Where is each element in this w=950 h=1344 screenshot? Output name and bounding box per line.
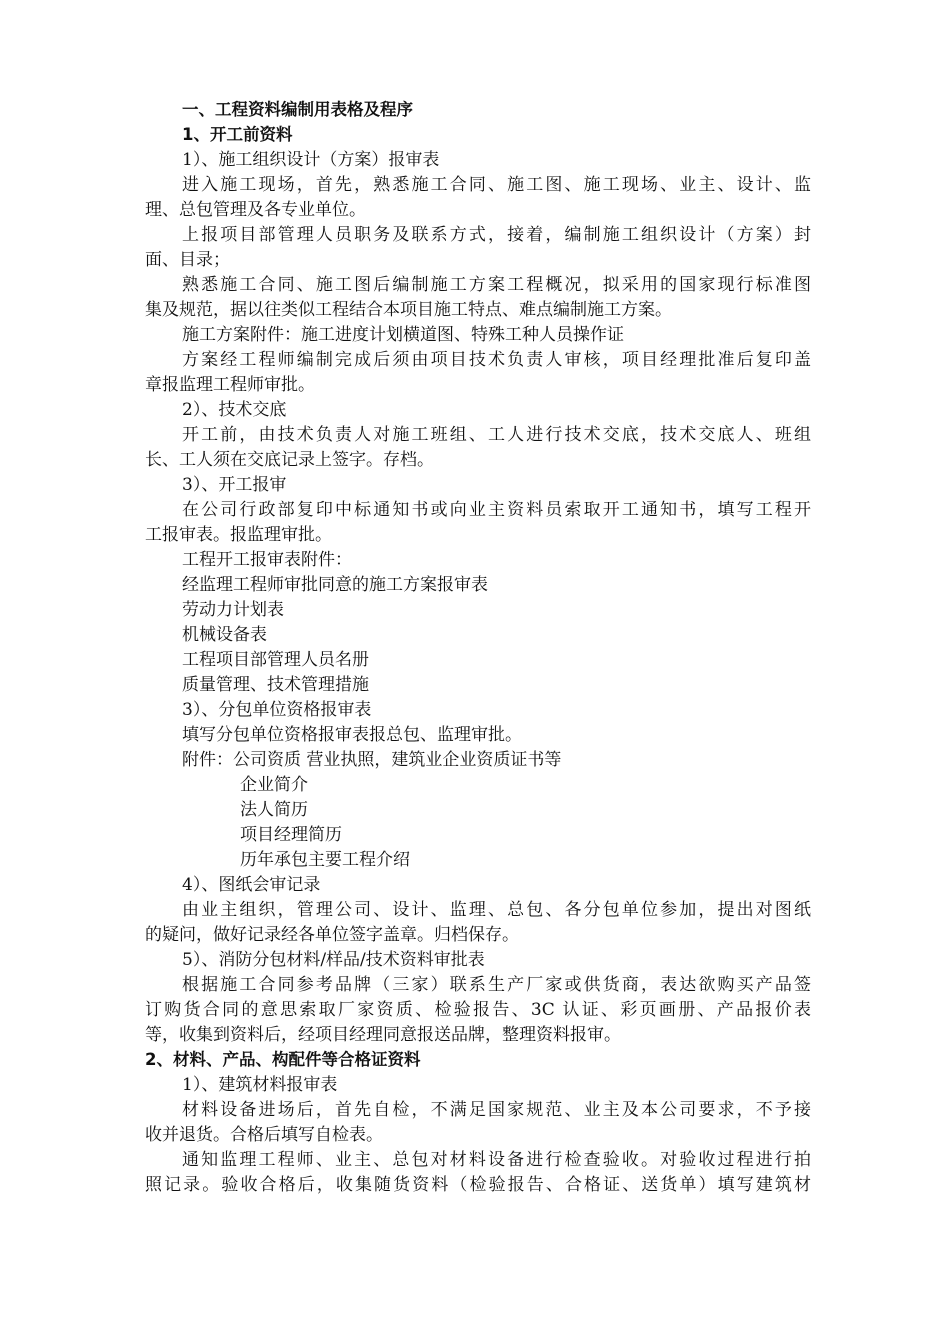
item-heading: 3）、分包单位资格报审表 bbox=[182, 700, 372, 720]
paragraph-line: 理、总包管理及各专业单位。 bbox=[145, 200, 366, 220]
subsection-heading: 1、开工前资料 bbox=[182, 125, 293, 144]
paragraph-line: 熟悉施工合同、施工图后编制施工方案工程概况，拟采用的国家现行标准图 bbox=[182, 275, 811, 295]
item-heading: 4）、图纸会审记录 bbox=[182, 875, 321, 895]
paragraph-line: 进入施工现场，首先，熟悉施工合同、施工图、施工现场、业主、设计、监 bbox=[182, 175, 811, 195]
item-heading: 1）、建筑材料报审表 bbox=[182, 1075, 338, 1095]
paragraph-line: 等，收集到资料后，经项目经理同意报送品牌，整理资料报审。 bbox=[145, 1025, 621, 1045]
list-item: 项目经理简历 bbox=[240, 825, 342, 845]
list-item: 企业简介 bbox=[240, 775, 308, 795]
paragraph-line: 照记录。验收合格后，收集随货资料（检验报告、合格证、送货单）填写建筑材 bbox=[145, 1175, 811, 1195]
paragraph-line: 收并退货。合格后填写自检表。 bbox=[145, 1125, 383, 1145]
item-heading: 3）、开工报审 bbox=[182, 475, 287, 495]
paragraph-line: 根据施工合同参考品牌（三家）联系生产厂家或供货商，表达欲购买产品签 bbox=[182, 975, 811, 995]
paragraph-line: 填写分包单位资格报审表报总包、监理审批。 bbox=[182, 725, 522, 745]
paragraph-line: 长、工人须在交底记录上签字。存档。 bbox=[145, 450, 434, 470]
paragraph-line: 材料设备进场后，首先自检，不满足国家规范、业主及本公司要求，不予接 bbox=[182, 1100, 811, 1120]
paragraph-line: 上报项目部管理人员职务及联系方式，接着，编制施工组织设计（方案）封 bbox=[182, 225, 811, 245]
item-heading: 1）、施工组织设计（方案）报审表 bbox=[182, 150, 440, 170]
list-item: 历年承包主要工程介绍 bbox=[240, 850, 410, 870]
paragraph-line: 在公司行政部复印中标通知书或向业主资料员索取开工通知书，填写工程开 bbox=[182, 500, 811, 520]
paragraph-line: 的疑问，做好记录经各单位签字盖章。归档保存。 bbox=[145, 925, 519, 945]
paragraph-line: 订购货合同的意思索取厂家资质、检验报告、3C 认证、彩页画册、产品报价表 bbox=[145, 1000, 811, 1020]
subsection-heading: 2、材料、产品、构配件等合格证资料 bbox=[145, 1050, 421, 1069]
paragraph-line: 由业主组织，管理公司、设计、监理、总包、各分包单位参加，提出对图纸 bbox=[182, 900, 811, 920]
paragraph-line: 附件：公司资质 营业执照，建筑业企业资质证书等 bbox=[182, 750, 562, 770]
item-heading: 5）、消防分包材料/样品/技术资料审批表 bbox=[182, 950, 485, 970]
list-item: 法人简历 bbox=[240, 800, 308, 820]
list-item: 工程项目部管理人员名册 bbox=[182, 650, 369, 670]
paragraph-line: 方案经工程师编制完成后须由项目技术负责人审核，项目经理批准后复印盖 bbox=[182, 350, 811, 370]
paragraph-line: 工程开工报审表附件： bbox=[182, 550, 352, 570]
paragraph-line: 开工前，由技术负责人对施工班组、工人进行技术交底，技术交底人、班组 bbox=[182, 425, 811, 445]
paragraph-line: 通知监理工程师、业主、总包对材料设备进行检查验收。对验收过程进行拍 bbox=[182, 1150, 811, 1170]
item-heading: 2）、技术交底 bbox=[182, 400, 287, 420]
list-item: 机械设备表 bbox=[182, 625, 267, 645]
paragraph-line: 工报审表。报监理审批。 bbox=[145, 525, 332, 545]
list-item: 质量管理、技术管理措施 bbox=[182, 675, 369, 695]
section-heading: 一、工程资料编制用表格及程序 bbox=[182, 100, 413, 119]
list-item: 劳动力计划表 bbox=[182, 600, 284, 620]
paragraph-line: 施工方案附件：施工进度计划横道图、特殊工种人员操作证 bbox=[182, 325, 624, 345]
list-item: 经监理工程师审批同意的施工方案报审表 bbox=[182, 575, 488, 595]
paragraph-line: 集及规范，据以往类似工程结合本项目施工特点、难点编制施工方案。 bbox=[145, 300, 672, 320]
paragraph-line: 面、目录； bbox=[145, 250, 230, 270]
paragraph-line: 章报监理工程师审批。 bbox=[145, 375, 315, 395]
